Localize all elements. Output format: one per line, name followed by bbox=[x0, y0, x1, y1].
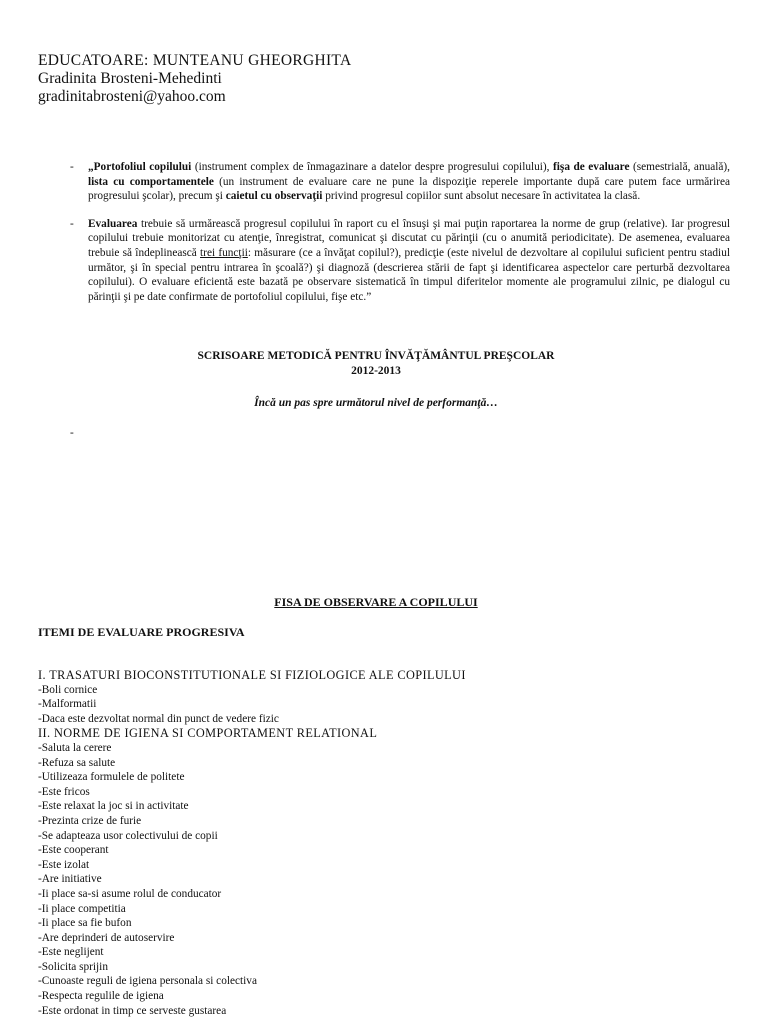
list-item: -Ii place sa fie bufon bbox=[38, 917, 132, 930]
section-heading: II. NORME DE IGIENA SI COMPORTAMENT RELATIONAL bbox=[38, 726, 378, 741]
list-item: -Malformatii bbox=[38, 698, 97, 711]
list-item: -Prezinta crize de furie bbox=[38, 814, 142, 827]
list-item: -Este relaxat la joc si in activitate bbox=[38, 800, 189, 813]
list-item: -Solicita sprijin bbox=[38, 960, 108, 973]
list-item: -Ii place competitia bbox=[38, 902, 126, 915]
scrisoare-title: SCRISOARE METODICĂ PENTRU ÎNVĂŢĂMÂNTUL PREŞCOLAR bbox=[197, 350, 555, 362]
list-item: -Are initiative bbox=[38, 873, 102, 886]
scrisoare-year: 2012-2013 bbox=[351, 365, 401, 377]
bold-term: caietul cu observaţii bbox=[225, 190, 323, 203]
scrisoare-motto: Încă un pas spre următorul nivel de performanţă… bbox=[254, 397, 498, 409]
section-heading: I. TRASATURI BIOCONSTITUTIONALE SI FIZIOLOGICE ALE COPILULUI bbox=[38, 668, 466, 682]
list-item: -Are deprinderi de autoservire bbox=[38, 931, 175, 944]
bullet-paragraph bbox=[70, 217, 730, 305]
list-item: -Saluta la cerere bbox=[38, 741, 112, 754]
school-name: Gradinita Brosteni-Mehedinti bbox=[38, 70, 222, 87]
underlined-term: trei funcţii bbox=[200, 246, 248, 259]
list-item: -Respecta regulile de igiena bbox=[38, 990, 164, 1003]
list-item: -Cunoaste reguli de igiena personala si colectiva bbox=[38, 975, 257, 988]
fisa-title: FISA DE OBSERVARE A COPILULUI bbox=[274, 595, 478, 609]
scrisoare-heading bbox=[88, 349, 664, 379]
list-item: -Se adapteaza usor colectivului de copii bbox=[38, 829, 218, 842]
list-item: -Este ordonat in timp ce serveste gustarea bbox=[38, 1004, 227, 1017]
bullet-dash: - bbox=[70, 161, 74, 173]
email-address: gradinitabrosteni@yahoo.com bbox=[38, 88, 226, 105]
bullet-list bbox=[70, 160, 730, 317]
list-item: -Este neglijent bbox=[38, 946, 104, 959]
paragraph-text: (un instrument de evaluare care ne pune la dispoziţie reperele importante după care putem face urmărirea progresului şcolar), precum şi bbox=[88, 175, 730, 203]
list-item: -Este fricos bbox=[38, 785, 90, 798]
bold-term: Evaluarea bbox=[88, 217, 138, 230]
paragraph-text: (instrument complex de înmagazinare a datelor despre progresului copilului), bbox=[191, 161, 554, 173]
paragraph-text: trebuie să urmărească progresul copilului în raport cu el însuşi şi mai puţin raportarea la norme de grup (relative). Iar progresul copilului trebuie monitorizat cu atenţie, înregistrat, comunicat şi discutat cu părinţii (cu o anumită periodicitate). De asemenea, evaluarea trebuie să îndeplinească bbox=[88, 217, 730, 259]
itemi-title: ITEMI DE EVALUARE PROGRESIVA bbox=[38, 625, 245, 639]
paragraph-text: : măsurare (ce a învăţat copilul?), predicţie (este nivelul de dezvoltare al copilului suficient pentru stadiul următor, şi în special pentru intrarea în şcoală?) şi diagnoză (descrierea stării de fapt şi identificarea aspectelor care perturbă dezvoltarea copilului). O evaluare eficientă este bazată pe observare sistematică în timpul diferitelor momente ale programului zilnic, pe dialogul cu părinţii şi pe date confirmate de portofoliul copilului, fişe etc.” bbox=[88, 246, 730, 303]
bold-term: fişa de evaluare bbox=[553, 161, 630, 173]
list-item: -Ii place sa-si asume rolul de conducator bbox=[38, 887, 222, 900]
list-item: -Este cooperant bbox=[38, 844, 109, 857]
bold-term: lista cu comportamentele bbox=[88, 175, 214, 188]
paragraph-text: privind progresul copiilor sunt absolut necesare în activitatea la clasă. bbox=[322, 190, 641, 203]
evaluation-items-list bbox=[38, 668, 466, 1018]
bullet-dash: - bbox=[70, 217, 74, 230]
empty-bullet: - bbox=[70, 427, 74, 439]
bullet-paragraph bbox=[70, 160, 730, 204]
list-item: -Refuza sa salute bbox=[38, 756, 116, 769]
paragraph-text: (semestrială, anuală), bbox=[629, 161, 730, 173]
bold-term: „Portofoliul copilului bbox=[88, 161, 192, 173]
list-item: -Este izolat bbox=[38, 858, 90, 871]
list-item: -Daca este dezvoltat normal din punct de vedere fizic bbox=[38, 712, 279, 725]
list-item: -Boli cornice bbox=[38, 683, 98, 696]
list-item: -Utilizeaza formulele de politete bbox=[38, 771, 185, 784]
document-header bbox=[38, 52, 351, 106]
scrisoare-motto-block bbox=[88, 396, 664, 411]
teacher-name: EDUCATOARE: MUNTEANU GHEORGHITA bbox=[38, 52, 352, 69]
